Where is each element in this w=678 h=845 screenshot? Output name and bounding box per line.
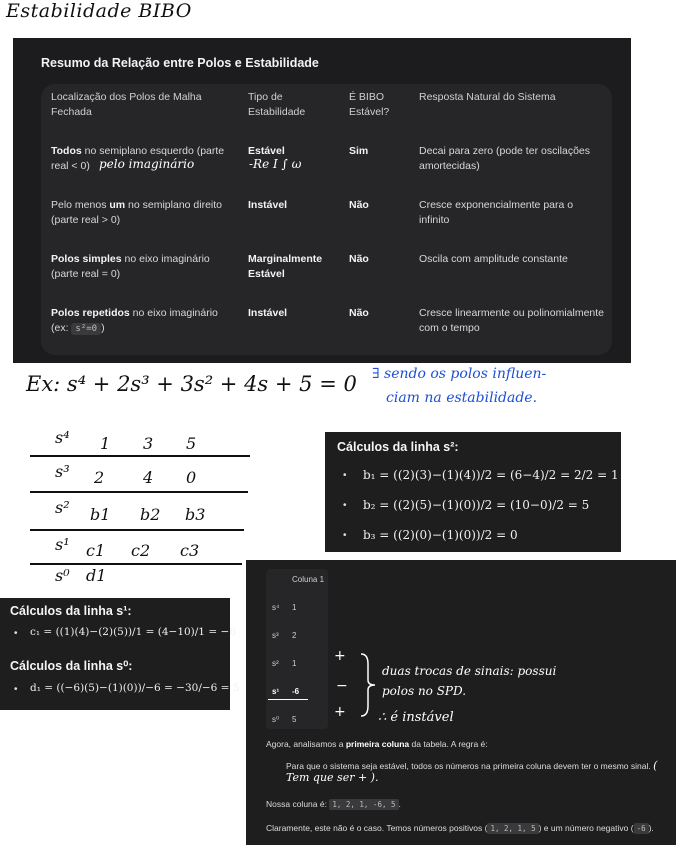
column-values: Nossa coluna é: 1, 2, 1, -6, 5 .	[266, 799, 401, 809]
routh-cell: 3	[143, 434, 154, 453]
routh-cell: c2	[131, 541, 151, 560]
calc-s0-title: Cálculos da linha s⁰:	[10, 659, 133, 673]
handwritten-annotation-2: -Re I ∫ ω	[249, 157, 302, 171]
handwritten-note-line2: ciam na estabilidade.	[386, 390, 538, 406]
header-bibo: É BIBO Estável?	[349, 91, 390, 118]
column-power: s¹	[272, 687, 280, 696]
column-value: 1	[292, 603, 297, 612]
routh-cell: 0	[186, 468, 197, 487]
conclusion-text: Claramente, este não é o caso. Temos números positivos ( 1, 2, 1, 5 ) e um número negativo ( -6 ).	[266, 823, 654, 833]
routh-cell: d1	[86, 566, 107, 585]
first-column-table	[266, 569, 328, 729]
header-type: Tipo de Estabilidade	[248, 91, 306, 118]
routh-power: s⁰	[55, 566, 70, 585]
brace-icon	[358, 652, 378, 718]
table-row-3-location: Polos simples no eixo imaginário (parte real = 0)	[51, 253, 210, 280]
table-row-2-location: Pelo menos um no semiplano direito (parte real > 0)	[51, 199, 223, 226]
column-header: Coluna 1	[292, 575, 325, 584]
bullet-icon: •	[14, 684, 18, 695]
sign-mark: −	[336, 678, 348, 694]
routh-cell: 1	[100, 434, 111, 453]
table-row-2-bibo: Não	[349, 199, 369, 211]
routh-cell: c3	[180, 541, 200, 560]
bullet-icon: •	[343, 530, 347, 541]
handwritten-annotation: pelo imaginário	[99, 157, 195, 171]
handwritten-title: Estabilidade BIBO	[6, 0, 192, 22]
column-power: s⁴	[272, 603, 280, 612]
routh-cell: 4	[143, 468, 154, 487]
routh-cell: c1	[86, 541, 106, 560]
routh-power: s¹	[55, 535, 70, 554]
table-row-4-type: Instável	[248, 307, 288, 319]
header-response: Resposta Natural do Sistema	[419, 91, 556, 103]
routh-divider	[30, 455, 250, 457]
column-power: s³	[272, 631, 279, 640]
calc-s2-card	[325, 432, 621, 552]
routh-divider	[30, 491, 248, 493]
handwritten-equation: Ex: s⁴ + 2s³ + 3s² + 4s + 5 = 0	[26, 372, 357, 396]
routh-power: s⁴	[55, 428, 70, 447]
routh-divider	[30, 529, 244, 531]
table-row-4-bibo: Não	[349, 307, 369, 319]
handwritten-note-line1: ∃ sendo os polos influen-	[372, 366, 547, 382]
column-power: s²	[272, 659, 279, 668]
calc-s1-s0-card	[0, 598, 240, 710]
routh-cell: 2	[94, 468, 105, 487]
calc-s1-title: Cálculos da linha s¹:	[10, 604, 132, 618]
first-column-card	[246, 560, 676, 845]
formula-c1: c₁ = ((1)(4)−(2)(5))/1 = (4−10)/1 = −6	[30, 626, 236, 638]
routh-divider	[30, 563, 242, 565]
column-value: 5	[292, 715, 297, 724]
table-row-3-type: Marginalmente Estável	[248, 253, 323, 280]
formula-d1: d₁ = ((−6)(5)−(1)(0))/−6 = −30/−6 = 5	[30, 682, 240, 694]
table-row-2-type: Instável	[248, 199, 288, 211]
column-value: -6	[292, 687, 300, 696]
column-value: 1	[292, 659, 297, 668]
summary-title: Resumo da Relação entre Polos e Estabilidade	[41, 56, 319, 70]
bullet-icon: •	[343, 470, 347, 481]
table-row-4-location: Polos repetidos no eixo imaginário (ex: s²=0 )	[51, 307, 218, 334]
table-row-1-bibo: Sim	[349, 145, 369, 157]
handwritten-note: duas trocas de sinais: possui	[382, 664, 557, 678]
stability-rule: Para que o sistema seja estável, todos os números na primeira coluna devem ter o mesmo sinal. ( Tem que ser + ).	[286, 759, 658, 784]
underline-mark	[268, 699, 308, 700]
column-value: 2	[292, 631, 297, 640]
routh-cell: 5	[186, 434, 197, 453]
routh-power: s³	[55, 462, 70, 481]
bullet-icon: •	[14, 628, 18, 639]
formula-b3: b₃ = ((2)(0)−(1)(0))/2 = 0	[363, 528, 518, 542]
routh-cell: b2	[140, 505, 161, 524]
bullet-icon: •	[343, 500, 347, 511]
formula-b1: b₁ = ((2)(3)−(1)(4))/2 = (6−4)/2 = 2/2 = 1	[363, 468, 619, 482]
handwritten-note: polos no SPD.	[382, 684, 467, 698]
sign-mark: +	[334, 648, 346, 664]
analysis-intro: Agora, analisamos a primeira coluna da tabela. A regra é:	[266, 739, 488, 749]
table-row-1-location: Todos no semiplano esquerdo (parte real < 0)	[51, 145, 225, 172]
routh-power: s²	[55, 498, 70, 517]
header-location: Localização dos Polos de Malha Fechada	[51, 91, 202, 118]
table-row-3-response: Oscila com amplitude constante	[419, 253, 568, 265]
summary-panel	[13, 38, 631, 363]
routh-cell: b3	[185, 505, 206, 524]
column-power: s⁰	[272, 715, 280, 724]
summary-table	[41, 84, 612, 355]
formula-b2: b₂ = ((2)(5)−(1)(0))/2 = (10−0)/2 = 5	[363, 498, 590, 512]
table-row-1-type: Estável	[248, 145, 285, 157]
routh-cell: b1	[90, 505, 111, 524]
sign-mark: +	[334, 704, 346, 720]
handwritten-conclusion: ∴ é instável	[378, 710, 454, 725]
table-row-1-response: Decai para zero (pode ter oscilações amortecidas)	[419, 145, 591, 172]
table-row-2-response: Cresce exponencialmente para o infinito	[419, 199, 574, 226]
table-row-4-response: Cresce linearmente ou polinomialmente com o tempo	[419, 307, 605, 334]
table-row-3-bibo: Não	[349, 253, 369, 265]
calc-s2-title: Cálculos da linha s²:	[337, 440, 459, 454]
